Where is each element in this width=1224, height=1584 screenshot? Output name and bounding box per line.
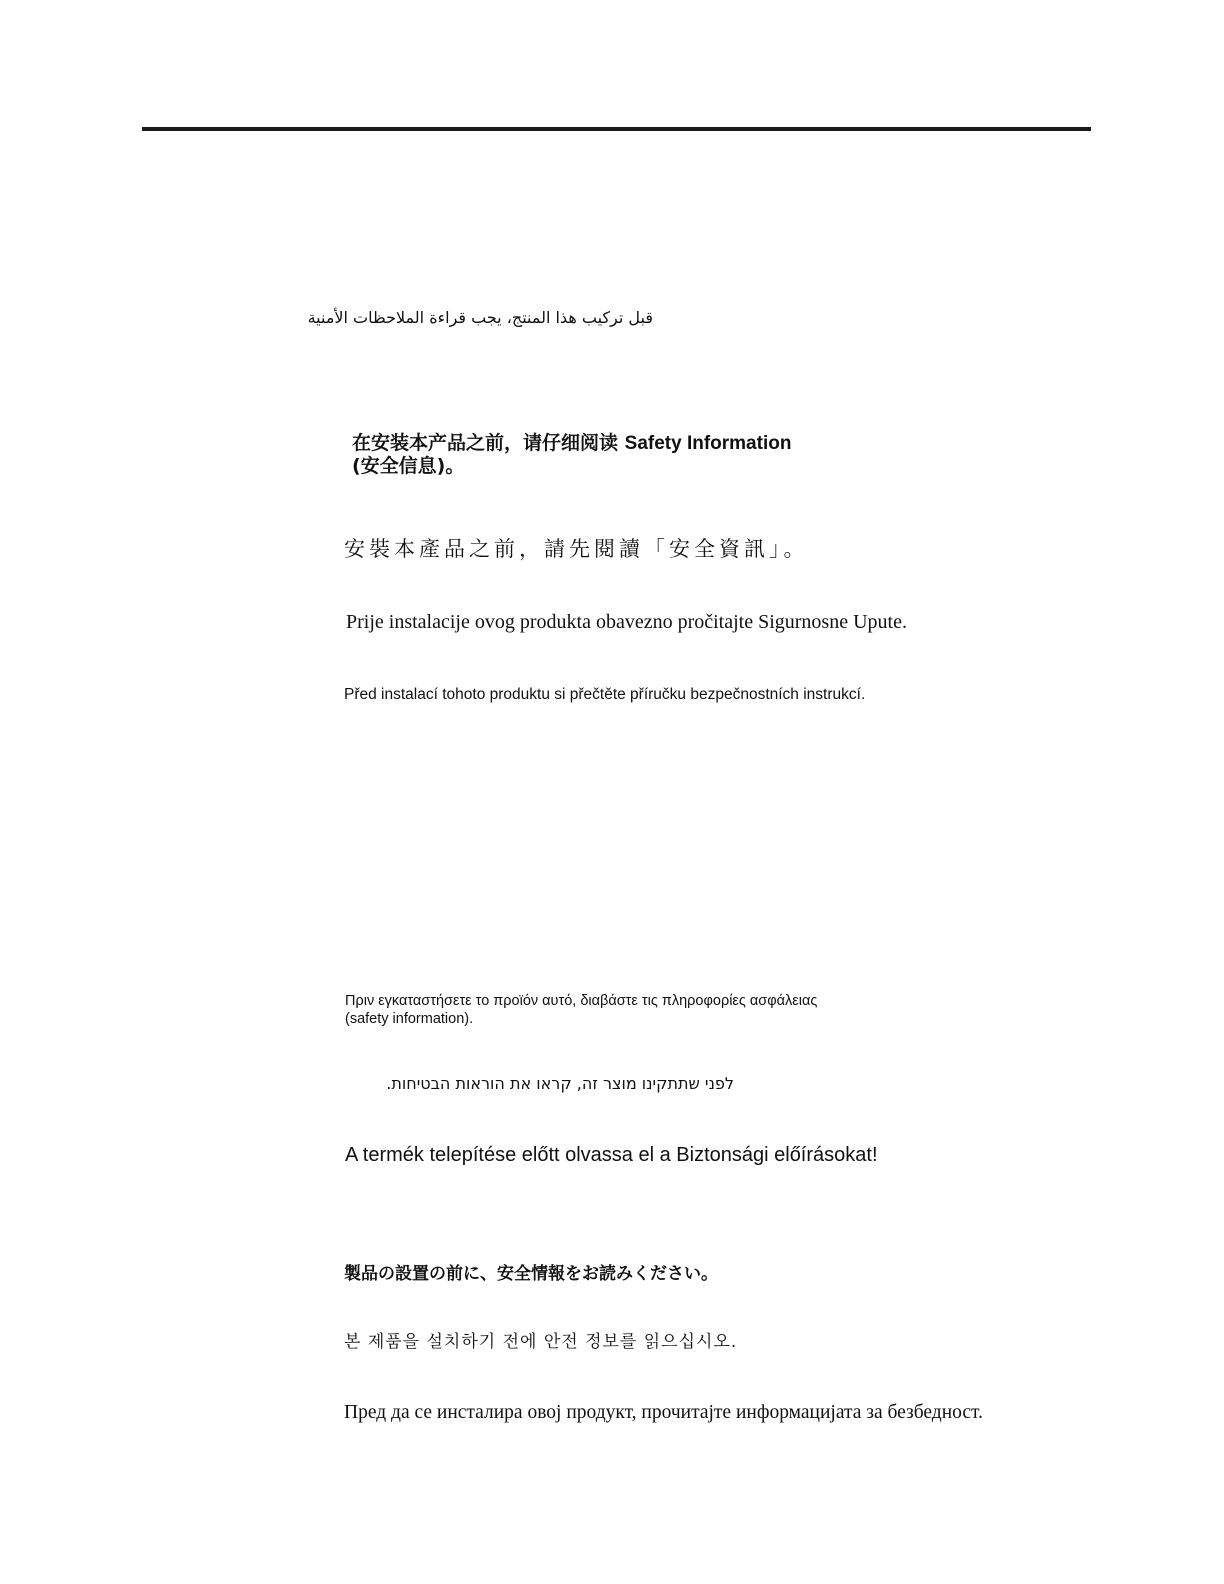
greek-line1: Πριν εγκαταστήσετε το προϊόν αυτό, διαβάστε τις πληροφορίες ασφάλειας: [345, 993, 818, 1009]
safety-statement-macedonian: Пред да се инсталира овој продукт, прочитајте информацијата за безбедност.: [344, 1402, 983, 1423]
safety-statement-hungarian: A termék telepítése előtt olvassa el a Biztonsági előírásokat!: [345, 1144, 878, 1166]
safety-statement-chinese-simplified: [352, 432, 822, 478]
chinese-simplified-line2: (安全信息)。: [352, 455, 465, 477]
greek-line2: (safety information).: [345, 1011, 474, 1027]
safety-statement-korean: 본 제품을 설치하기 전에 안전 정보를 읽으십시오.: [344, 1332, 738, 1352]
safety-statement-japanese: 製品の設置の前に、安全情報をお読みください。: [344, 1264, 718, 1284]
chinese-simplified-line1: 在安装本产品之前，请仔细阅读: [352, 432, 619, 454]
top-horizontal-rule: [142, 127, 1091, 131]
safety-statement-greek: [345, 992, 885, 1028]
safety-statement-hebrew: לפני שתתקינו מוצר זה, קראו את הוראות הבטיחות.: [386, 1074, 734, 1093]
safety-statement-croatian: Prije instalacije ovog produkta obavezno pročitajte Sigurnosne Upute.: [346, 611, 907, 633]
safety-statement-czech: Před instalací tohoto produktu si přečtěte příručku bezpečnostních instrukcí.: [344, 686, 866, 703]
safety-statement-chinese-traditional: 安裝本產品之前，請先閱讀「安全資訊」。: [344, 537, 809, 561]
safety-statement-arabic: قبل تركيب هذا المنتج، يجب قراءة الملاحظات الأمنية: [307, 308, 653, 327]
chinese-simplified-english-title: Safety Information: [624, 433, 792, 454]
